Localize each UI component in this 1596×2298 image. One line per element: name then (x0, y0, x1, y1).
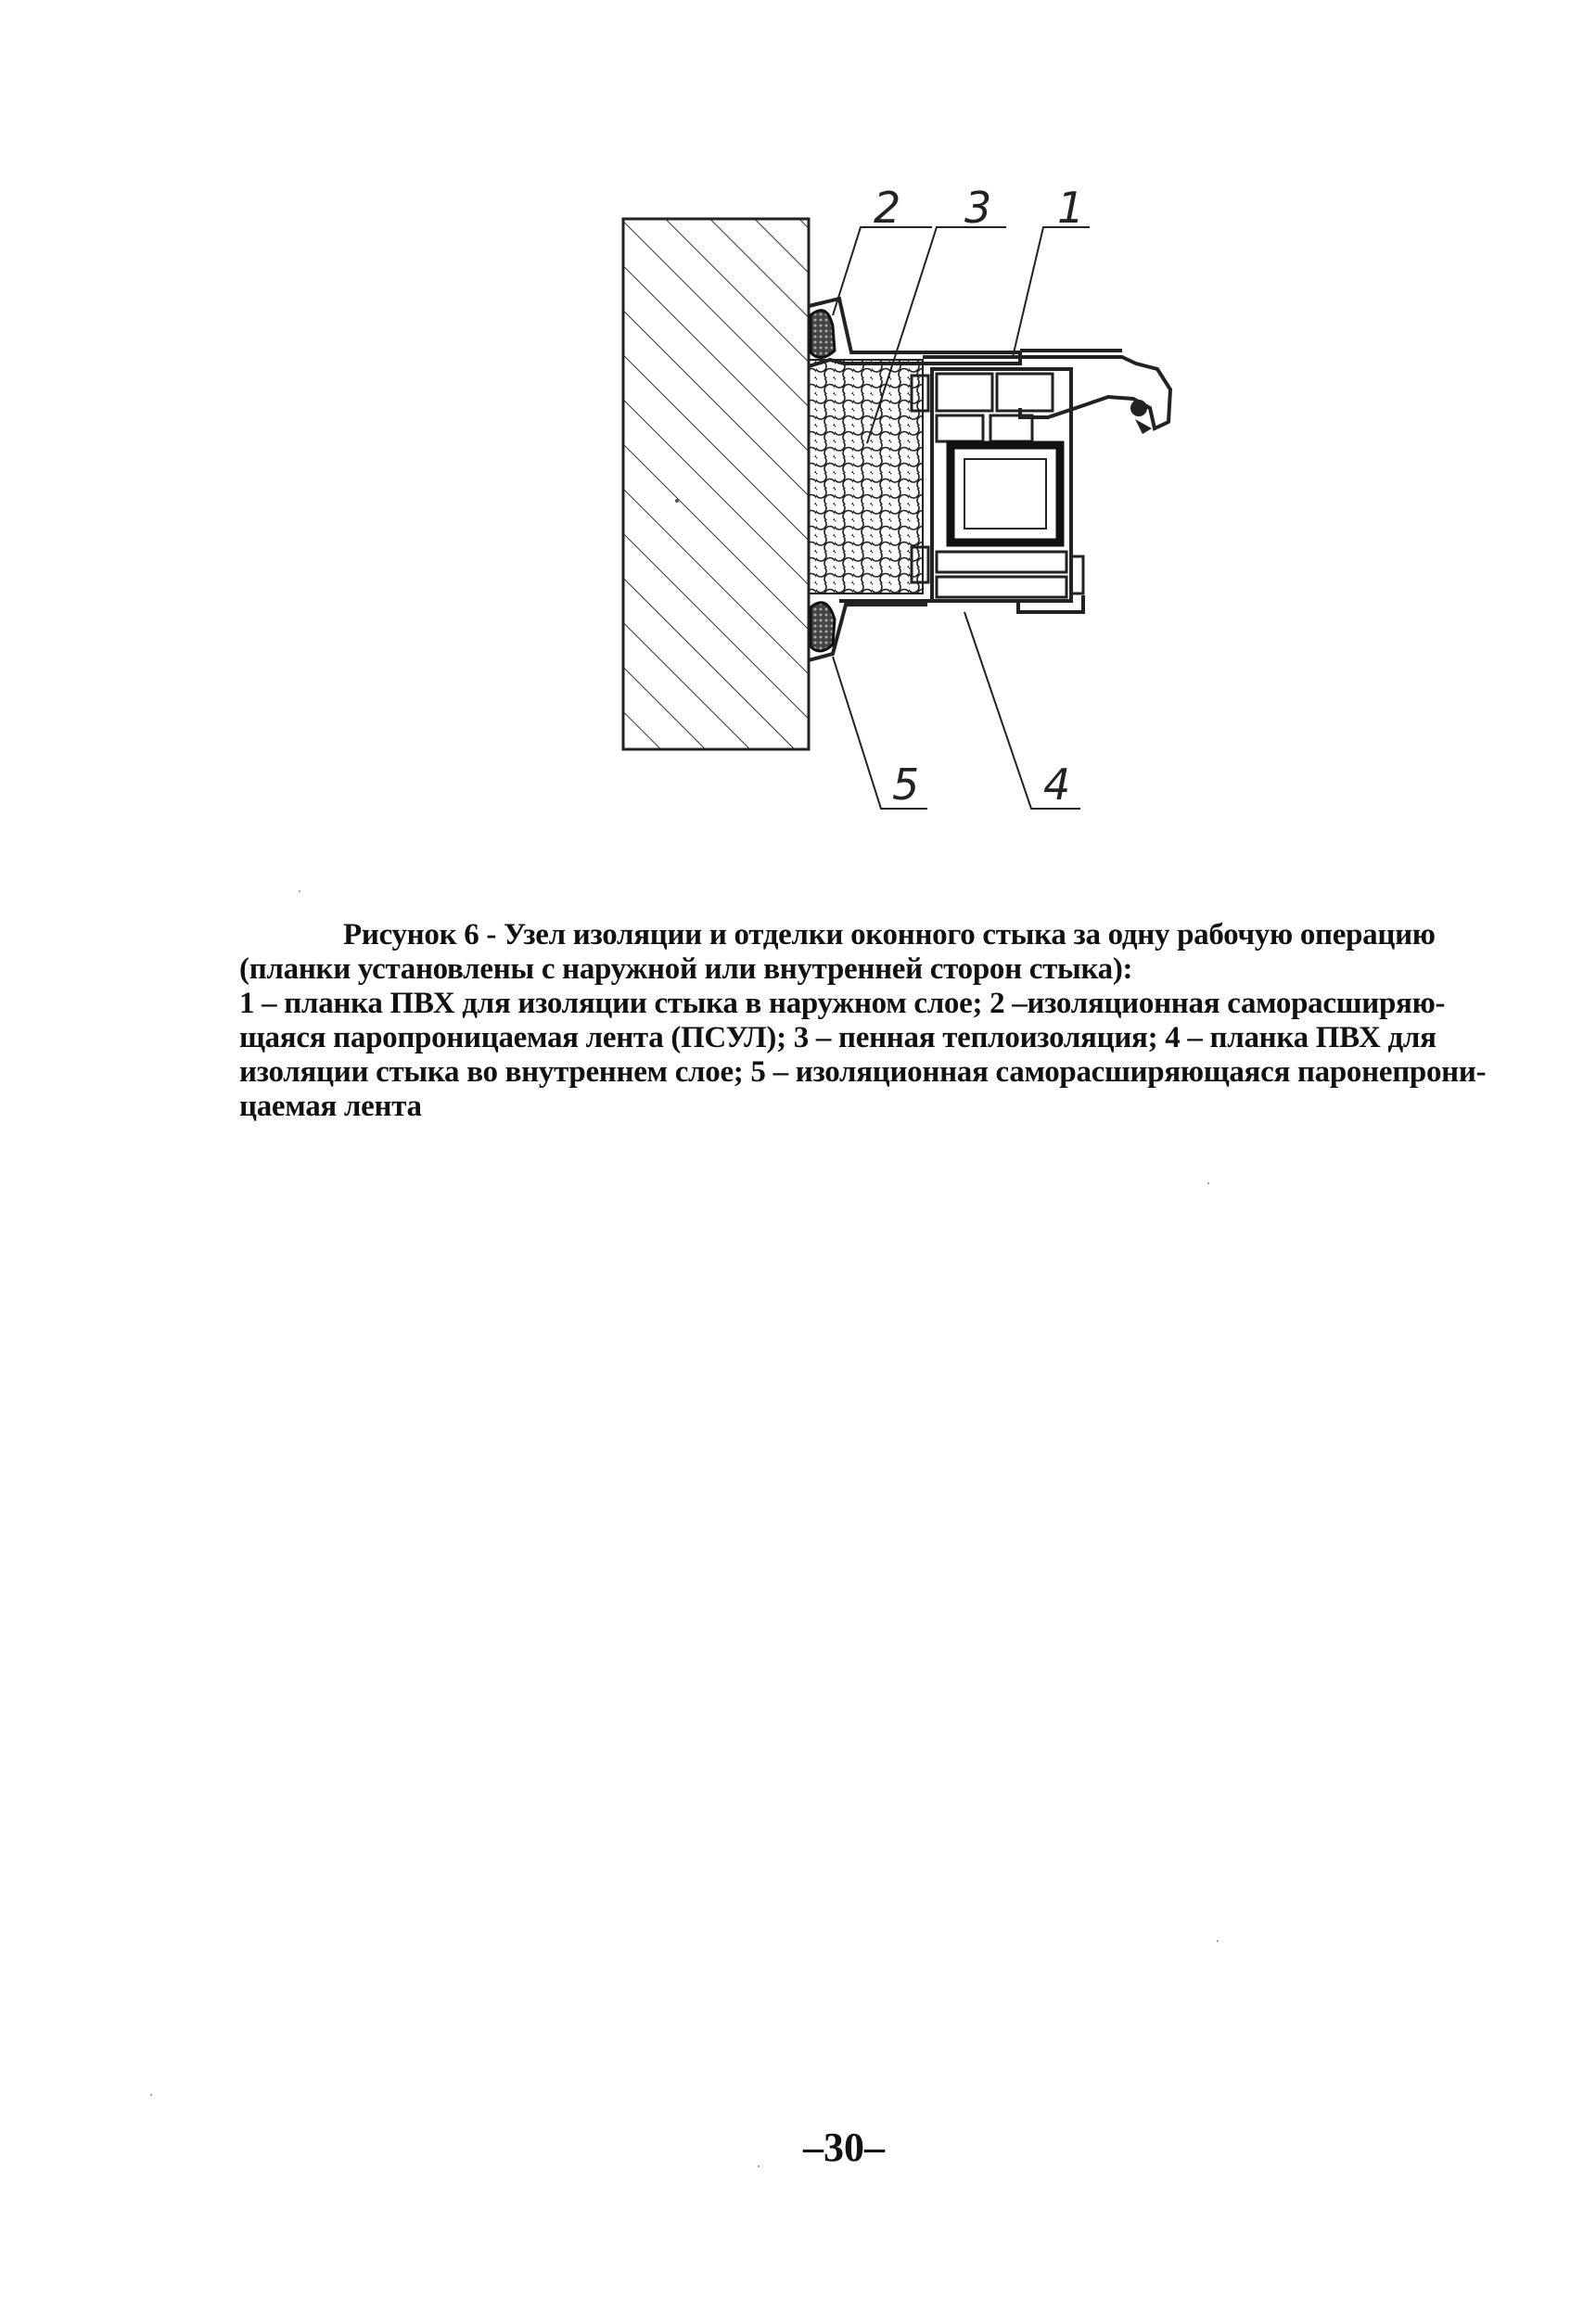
window-joint-figure (0, 0, 1596, 853)
scan-speck (150, 2094, 152, 2096)
callout-4: 4 (1043, 760, 1071, 810)
scan-speck (299, 890, 300, 892)
caption-line: Рисунок 6 - Узел изоляции и отделки оконного стыка за одну рабочую операцию (343, 918, 1436, 951)
figure-caption (239, 918, 1538, 1124)
callout-5: 5 (892, 760, 920, 810)
callout-2: 2 (874, 183, 901, 233)
scan-speck (758, 2165, 760, 2167)
callout-1: 1 (1057, 183, 1085, 233)
lower-sealing-tape (811, 603, 835, 651)
window-joint-drawing (0, 0, 1596, 853)
scan-speck (1207, 1182, 1209, 1184)
lower-pvc-strip (809, 595, 1083, 660)
callout-3: 3 (964, 183, 992, 233)
caption-line: щаяся паропроницаемая лента (ПСУЛ); 3 – пенная теплоизоляция; 4 – планка ПВХ для (239, 1021, 1436, 1054)
window-frame-profile (912, 369, 1083, 601)
page-number: –30– (803, 2125, 885, 2170)
caption-line: (планки установлены с наружной или внутренней сторон стыка): (239, 952, 1133, 986)
caption-line: изоляции стыка во внутреннем слое; 5 – изоляционная саморасширяющаяся паронепрони- (239, 1055, 1487, 1089)
foam-insulation (809, 360, 923, 594)
caption-line: 1 – планка ПВХ для изоляции стыка в наружном слое; 2 –изоляционная саморасширяю- (239, 987, 1446, 1020)
upper-sealing-tape (811, 311, 835, 358)
caption-line: цаемая лента (239, 1090, 422, 1123)
wall (623, 219, 809, 749)
scan-speck (1217, 1940, 1219, 1942)
